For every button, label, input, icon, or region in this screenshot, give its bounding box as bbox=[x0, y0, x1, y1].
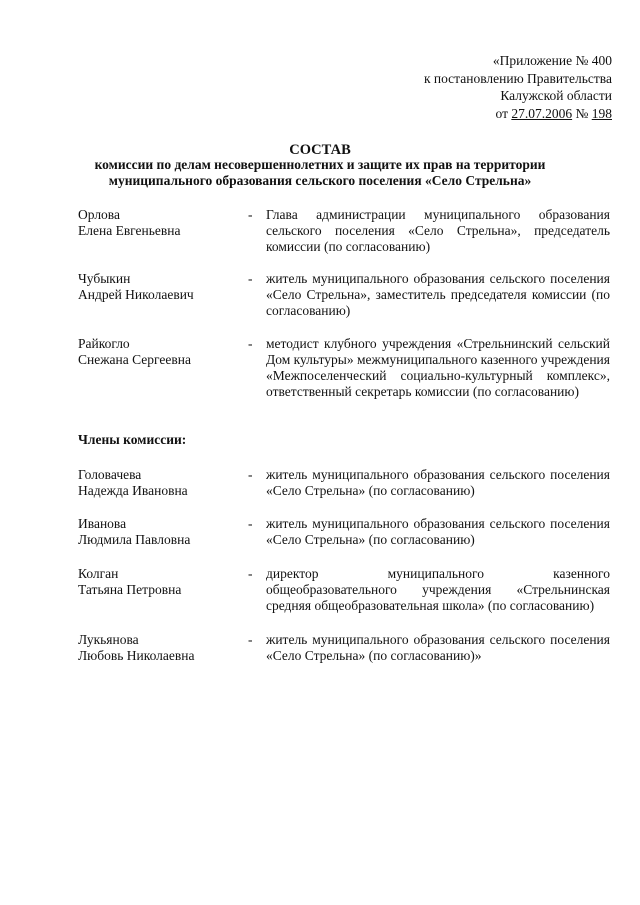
member-given-names: Людмила Павловна bbox=[78, 532, 191, 547]
member-role: Глава администрации муниципального образования сельского поселения «Село Стрельна», председатель комиссии (по согласованию) bbox=[266, 207, 610, 254]
member-role: директор муниципального казенного общеобразовательного учреждения «Стрельнинская средняя общеобразовательная школа» (по согласованию) bbox=[266, 566, 610, 613]
appendix-line-3: Калужской области bbox=[500, 88, 612, 103]
date-prefix: от bbox=[495, 105, 512, 121]
member-name bbox=[78, 632, 238, 664]
member-name bbox=[78, 566, 238, 598]
appendix-line-2: к постановлению Правительства bbox=[423, 70, 612, 86]
document-title: СОСТАВ bbox=[289, 142, 351, 158]
member-dash: - bbox=[248, 271, 253, 286]
member-dash: - bbox=[248, 336, 253, 351]
member-surname: Колган bbox=[78, 566, 119, 581]
member-name bbox=[78, 271, 238, 303]
member-dash: - bbox=[248, 516, 253, 531]
member-surname: Орлова bbox=[78, 207, 120, 222]
member-dash: - bbox=[248, 467, 253, 482]
member-name bbox=[78, 207, 238, 239]
number-sign: № bbox=[572, 105, 592, 121]
subtitle-line-1: комиссии по делам несовершеннолетних и защите их прав на территории bbox=[94, 157, 546, 172]
member-surname: Иванова bbox=[78, 516, 127, 531]
member-given-names: Татьяна Петровна bbox=[78, 582, 182, 597]
appendix-block bbox=[424, 52, 612, 122]
subtitle-line-2: муниципального образования сельского поселения «Село Стрельна» bbox=[108, 173, 532, 188]
member-role: житель муниципального образования сельского поселения «Село Стрельна» (по согласованию) bbox=[266, 467, 610, 498]
member-role: житель муниципального образования сельского поселения «Село Стрельна» (по согласованию) bbox=[266, 516, 610, 547]
member-role: житель муниципального образования сельского поселения «Село Стрельна», заместитель председателя комиссии (по согласованию) bbox=[266, 271, 610, 318]
member-given-names: Елена Евгеньевна bbox=[78, 223, 181, 238]
member-surname: Чубыкин bbox=[78, 271, 131, 286]
member-surname: Головачева bbox=[78, 467, 142, 482]
member-role: житель муниципального образования сельского поселения «Село Стрельна» (по согласованию)» bbox=[266, 632, 610, 663]
resolution-date: 27.07.2006 bbox=[511, 105, 573, 121]
member-dash: - bbox=[248, 207, 253, 222]
member-role: методист клубного учреждения «Стрельнинский сельский Дом культуры» межмуниципального казенного учреждения «Межпоселенческий социально-культурный комплекс», ответственный секретарь комиссии (по согласованию) bbox=[266, 336, 610, 399]
resolution-number: 198 bbox=[591, 105, 612, 121]
member-surname: Лукьянова bbox=[78, 632, 139, 647]
member-dash: - bbox=[248, 632, 253, 647]
appendix-line-1: «Приложение № 400 bbox=[492, 53, 612, 68]
member-given-names: Андрей Николаевич bbox=[78, 287, 194, 302]
member-dash: - bbox=[248, 566, 253, 581]
member-given-names: Снежана Сергеевна bbox=[78, 352, 191, 367]
member-given-names: Надежда Ивановна bbox=[78, 483, 188, 498]
document-subtitle bbox=[0, 157, 640, 189]
appendix-date-line bbox=[424, 105, 612, 123]
member-name bbox=[78, 336, 238, 368]
member-name bbox=[78, 467, 238, 499]
member-given-names: Любовь Николаевна bbox=[78, 648, 195, 663]
member-surname: Райкогло bbox=[78, 336, 130, 351]
members-heading: Члены комиссии: bbox=[78, 432, 187, 447]
member-name bbox=[78, 516, 238, 548]
